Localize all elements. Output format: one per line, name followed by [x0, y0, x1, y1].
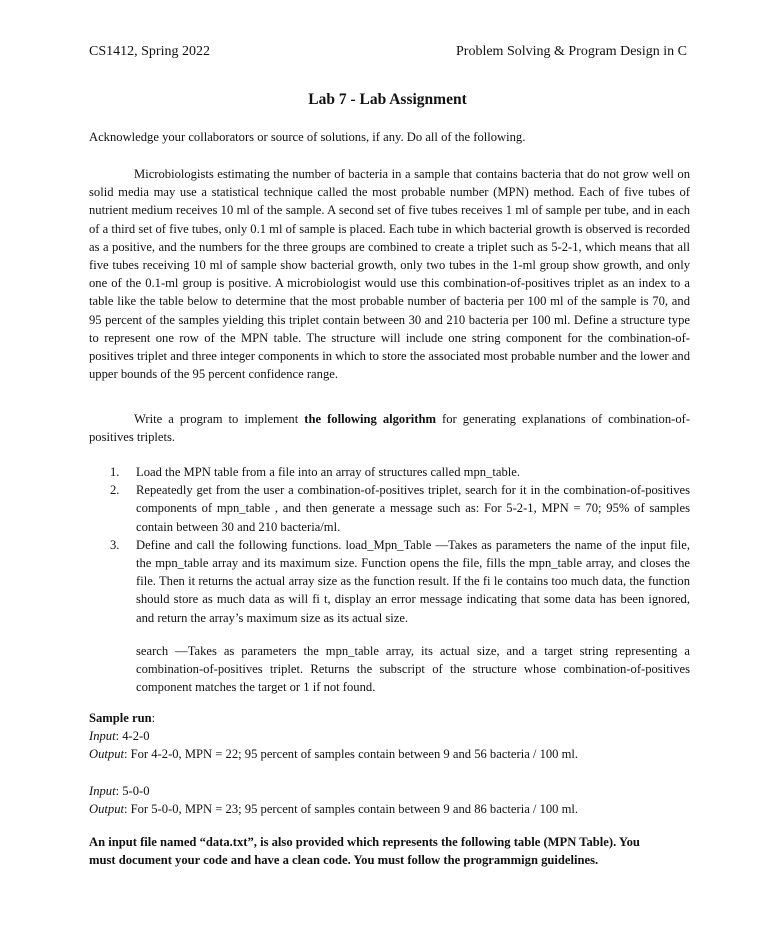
search-function-description: search —Takes as parameters the mpn_table array, its actual size, and a target string representing a combination-of-positives triplet. Returns the subscript of the structure whose combination-of-positives component matches the target or 1 if not found. — [136, 644, 690, 695]
list-item — [110, 463, 690, 481]
step-text: Load the MPN table from a file into an array of structures called mpn_table. — [136, 465, 520, 479]
sample-run — [89, 709, 690, 818]
task-paragraph — [89, 410, 690, 446]
list-item — [110, 536, 690, 627]
step-number: 3. — [110, 537, 120, 552]
problem-description: Microbiologists estimating the number of bacteria in a sample that contains bacteria that do not grow well on solid media may use a statistical technique called the most probable number (MPN) method. Each of five tubes of nutrient medium receives 10 ml of the sample. A second set of five tubes receives 1 ml of sample per tube, and in each of a third set of five tubes, only 0.1 ml of sample is placed. Each tube in which bacterial growth is observed is recorded as a positive, and the numbers for the three groups are combined to create a triplet such as 5-2-1, which means that all five tubes receiving 10 ml of sample show bacterial growth, only two tubes in the 1-ml group show growth, and only one of the 0.1-ml group is positive. A microbiologist would use this combination-of-positives triplet as an index to a table like the table below to determine that the most probable number of bacteria per 100 ml of the sample is 70, and 95 percent of the samples yielding this triplet contain between 30 and 210 bacteria per 100 ml. Define a structure type to represent one row of the MPN table. The structure will include one string component for the combination-of-positives triplet and three integer components in which to store the associated most probable number and the lower and upper bounds of the 95 percent confidence range. — [89, 167, 690, 382]
step-text: Repeatedly get from the user a combination-of-positives triplet, search for it in the combination-of-positives components of mpn_table , and then generate a message such as: For 5-2-1, MPN = 70; 95% of samples contain between 30 and 210 bacteria/ml. — [136, 483, 690, 534]
subject-header: Problem Solving & Program Design in C — [456, 44, 687, 59]
task-text-bold: the following algorithm — [304, 412, 436, 426]
sample-run-heading: Sample run: — [89, 711, 156, 725]
step-text: Define and call the following functions. load_Mpn_Table —Takes as parameters the name of the input file, the mpn_table array and its maximum size. Function opens the file, fills the mpn_table array, and closes the file. Then it returns the actual array size as the function result. If the fi le contains too much data, the function should store as much data as will fi t, display an error message indicating that some data has been ignored, and return the array’s maximum size as its actual size. — [136, 537, 690, 625]
sample-output-2: Output: For 5-0-0, MPN = 23; 95 percent of samples contain between 9 and 86 bacteria / 100 ml. — [89, 801, 579, 816]
step-number: 2. — [110, 483, 120, 498]
intro-text: Acknowledge your collaborators or source of solutions, if any. Do all of the following. — [89, 130, 526, 144]
task-text-after: for generating explanations of combination-of-positives triplets. — [89, 412, 691, 445]
final-note: An input file named “data.txt”, is also provided which represents the following table (MPN Table). You must document your code and have a clean code. You must follow the programmign guidelines. — [89, 835, 640, 868]
page-title: Lab 7 - Lab Assignment — [308, 91, 467, 108]
step-number: 1. — [110, 465, 120, 479]
task-text-before: Write a program to implement — [134, 412, 299, 426]
sample-input-1: Input: 4-2-0 — [89, 729, 150, 744]
sample-output-1: Output: For 4-2-0, MPN = 22; 95 percent of samples contain between 9 and 56 bacteria / 100 ml. — [89, 747, 579, 762]
steps-list — [110, 463, 690, 627]
sample-input-2: Input: 5-0-0 — [89, 783, 150, 798]
course-header: CS1412, Spring 2022 — [89, 44, 210, 59]
list-item — [110, 481, 690, 536]
